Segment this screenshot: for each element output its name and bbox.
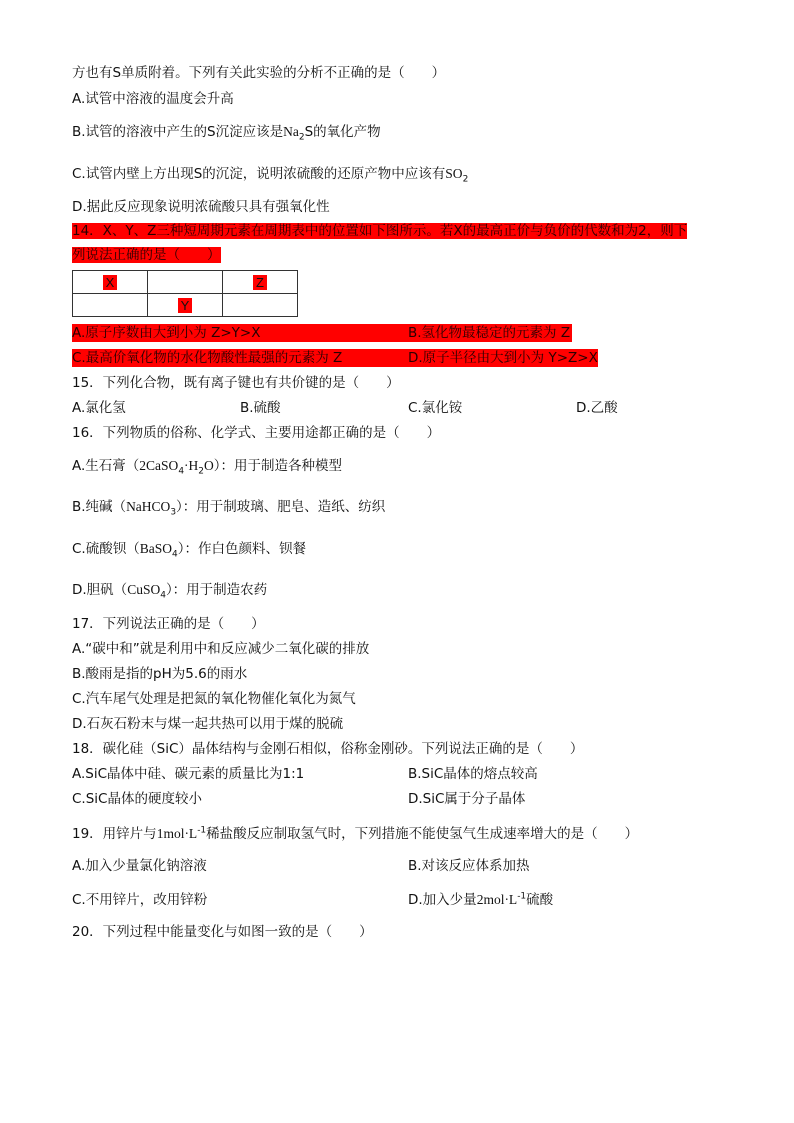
q19-option-b: B.对该反应体系加热	[408, 858, 530, 874]
q16-option-a	[72, 457, 342, 475]
q19-option-a: A.加入少量氯化钠溶液	[72, 858, 207, 874]
q14-stem-line2	[72, 246, 221, 264]
q16-a-formula2: ·H	[184, 458, 199, 473]
q17-option-a: A.“碳中和”就是利用中和反应减少二氧化碳的排放	[72, 641, 370, 657]
q17-option-c: C.汽车尾气处理是把氮的氧化物催化氧化为氮气	[72, 691, 356, 707]
q18-option-c: C.SiC晶体的硬度较小	[72, 791, 202, 807]
q17-option-d: D.石灰石粉末与煤一起共热可以用于煤的脱硫	[72, 716, 344, 732]
q19-concentration: 1mol·L	[156, 826, 198, 841]
q18-option-d: D.SiC属于分子晶体	[408, 791, 526, 807]
table-cell-empty	[148, 271, 223, 294]
table-cell-empty	[223, 294, 298, 317]
table-cell-y	[148, 294, 223, 317]
q16-a-formula: 2CaSO	[139, 458, 179, 473]
q19-stem	[72, 825, 638, 843]
q17-option-b: B.酸雨是指的pH为5.6的雨水	[72, 666, 248, 682]
q16-d-sub: 4	[160, 590, 166, 601]
q16-d-post: ）：用于制造农药	[165, 582, 268, 598]
q20-stem: 20．下列过程中能量变化与如图一致的是（ ）	[72, 924, 373, 940]
q19-d-post: 硫酸	[526, 892, 554, 908]
q16-c-formula: BaSO	[139, 541, 172, 556]
q16-b-sub: 3	[170, 507, 177, 518]
q13-option-b-post: S的氧化产物	[304, 124, 381, 140]
q13-option-c-pre: C.试管内壁上方出现S的沉淀，说明浓硫酸的还原产物中应该有	[72, 166, 446, 182]
q14-option-b: B.氢化物最稳定的元素为 Z	[408, 325, 571, 341]
q16-option-b	[72, 498, 385, 516]
q14-option-a: A.原子序数由大到小为 Z>Y>X	[72, 325, 261, 341]
q15-option-b: B.硫酸	[240, 400, 281, 416]
q16-a-formula3: O	[204, 458, 214, 473]
q13-option-b-pre: B.试管的溶液中产生的S沉淀应该是	[72, 124, 284, 140]
q16-b-post: ）：用于制玻璃、肥皂、造纸、纺织	[176, 499, 386, 515]
table-cell-z	[223, 271, 298, 294]
q16-c-post: ）：作白色颜料、钡餐	[177, 541, 306, 557]
q18-option-a: A.SiC晶体中硅、碳元素的质量比为1:1	[72, 766, 305, 782]
table-cell-empty	[73, 294, 148, 317]
q19-stem-post: 稀盐酸反应制取氢气时，下列措施不能使氢气生成速率增大的是（ ）	[206, 826, 639, 842]
q16-b-pre: B.纯碱（	[72, 499, 127, 515]
q13-option-c	[72, 165, 468, 183]
q13-formula-na: Na	[283, 124, 299, 139]
q16-a-sub1: 4	[178, 466, 185, 477]
table-cell-x	[73, 271, 148, 294]
q13-option-a: A.试管中溶液的温度会升高	[72, 91, 234, 107]
q15-stem: 15．下列化合物，既有离子键也有共价键的是（ ）	[72, 375, 400, 391]
q16-stem: 16．下列物质的俗称、化学式、主要用途都正确的是（ ）	[72, 425, 441, 441]
q19-d-concentration: 2mol·L	[476, 892, 518, 907]
q16-a-pre: A.生石膏（	[72, 458, 140, 474]
q17-stem: 17．下列说法正确的是（ ）	[72, 616, 265, 632]
q16-a-post: ）：用于制造各种模型	[213, 458, 343, 474]
q16-d-formula: CuSO	[127, 582, 161, 597]
q15-option-c: C.氯化铵	[408, 400, 463, 416]
q16-option-d	[72, 581, 267, 599]
q18-stem: 18．碳化硅（SiC）晶体结构与金刚石相似，俗称金刚砂。下列说法正确的是（ ）	[72, 741, 584, 757]
q16-c-pre: C.硫酸钡（	[72, 541, 140, 557]
q16-d-pre: D.胆矾（	[72, 582, 128, 598]
q19-stem-pre: 19．用锌片与	[72, 826, 157, 842]
q13-formula-so: SO	[445, 166, 463, 181]
q13-formula-so-sub: 2	[462, 174, 469, 185]
element-x-label: X	[103, 275, 118, 290]
element-y-label: Y	[178, 298, 193, 313]
element-z-label: Z	[253, 275, 267, 290]
q13-stem-continuation: 方也有S单质附着。下列有关此实验的分析不正确的是（ ）	[72, 65, 446, 81]
q19-concentration-sup: -1	[197, 825, 207, 836]
q19-d-pre: D.加入少量	[408, 892, 477, 908]
q13-option-d: D.据此反应现象说明浓硫酸只具有强氧化性	[72, 199, 330, 215]
q14-option-d: D.原子半径由大到小为 Y>Z>X	[408, 350, 598, 366]
periodic-table-fragment	[72, 270, 298, 317]
q14-stem-line2-text: 列说法正确的是（ ）	[72, 247, 221, 263]
q16-b-formula: NaHCO	[126, 499, 171, 514]
q14-stem-line1	[72, 222, 687, 240]
q19-option-c: C.不用锌片，改用锌粉	[72, 892, 208, 908]
q16-c-sub: 4	[171, 549, 178, 560]
q14-option-c: C.最高价氧化物的水化物酸性最强的元素为 Z	[72, 350, 343, 366]
q19-d-sup: -1	[517, 891, 527, 902]
q13-option-b	[72, 123, 381, 141]
q18-option-b: B.SiC晶体的熔点较高	[408, 766, 538, 782]
q16-a-sub2: 2	[198, 466, 205, 477]
q15-option-d: D.乙酸	[576, 400, 618, 416]
q15-option-a: A.氯化氢	[72, 400, 126, 416]
q19-option-d	[408, 891, 553, 909]
q14-stem-line1-text: 14．X、Y、Z三种短周期元素在周期表中的位置如下图所示。若X的最高正价与负价的代数和为2，则下	[72, 223, 688, 239]
q16-option-c	[72, 540, 306, 558]
q13-formula-sub: 2	[298, 132, 305, 143]
